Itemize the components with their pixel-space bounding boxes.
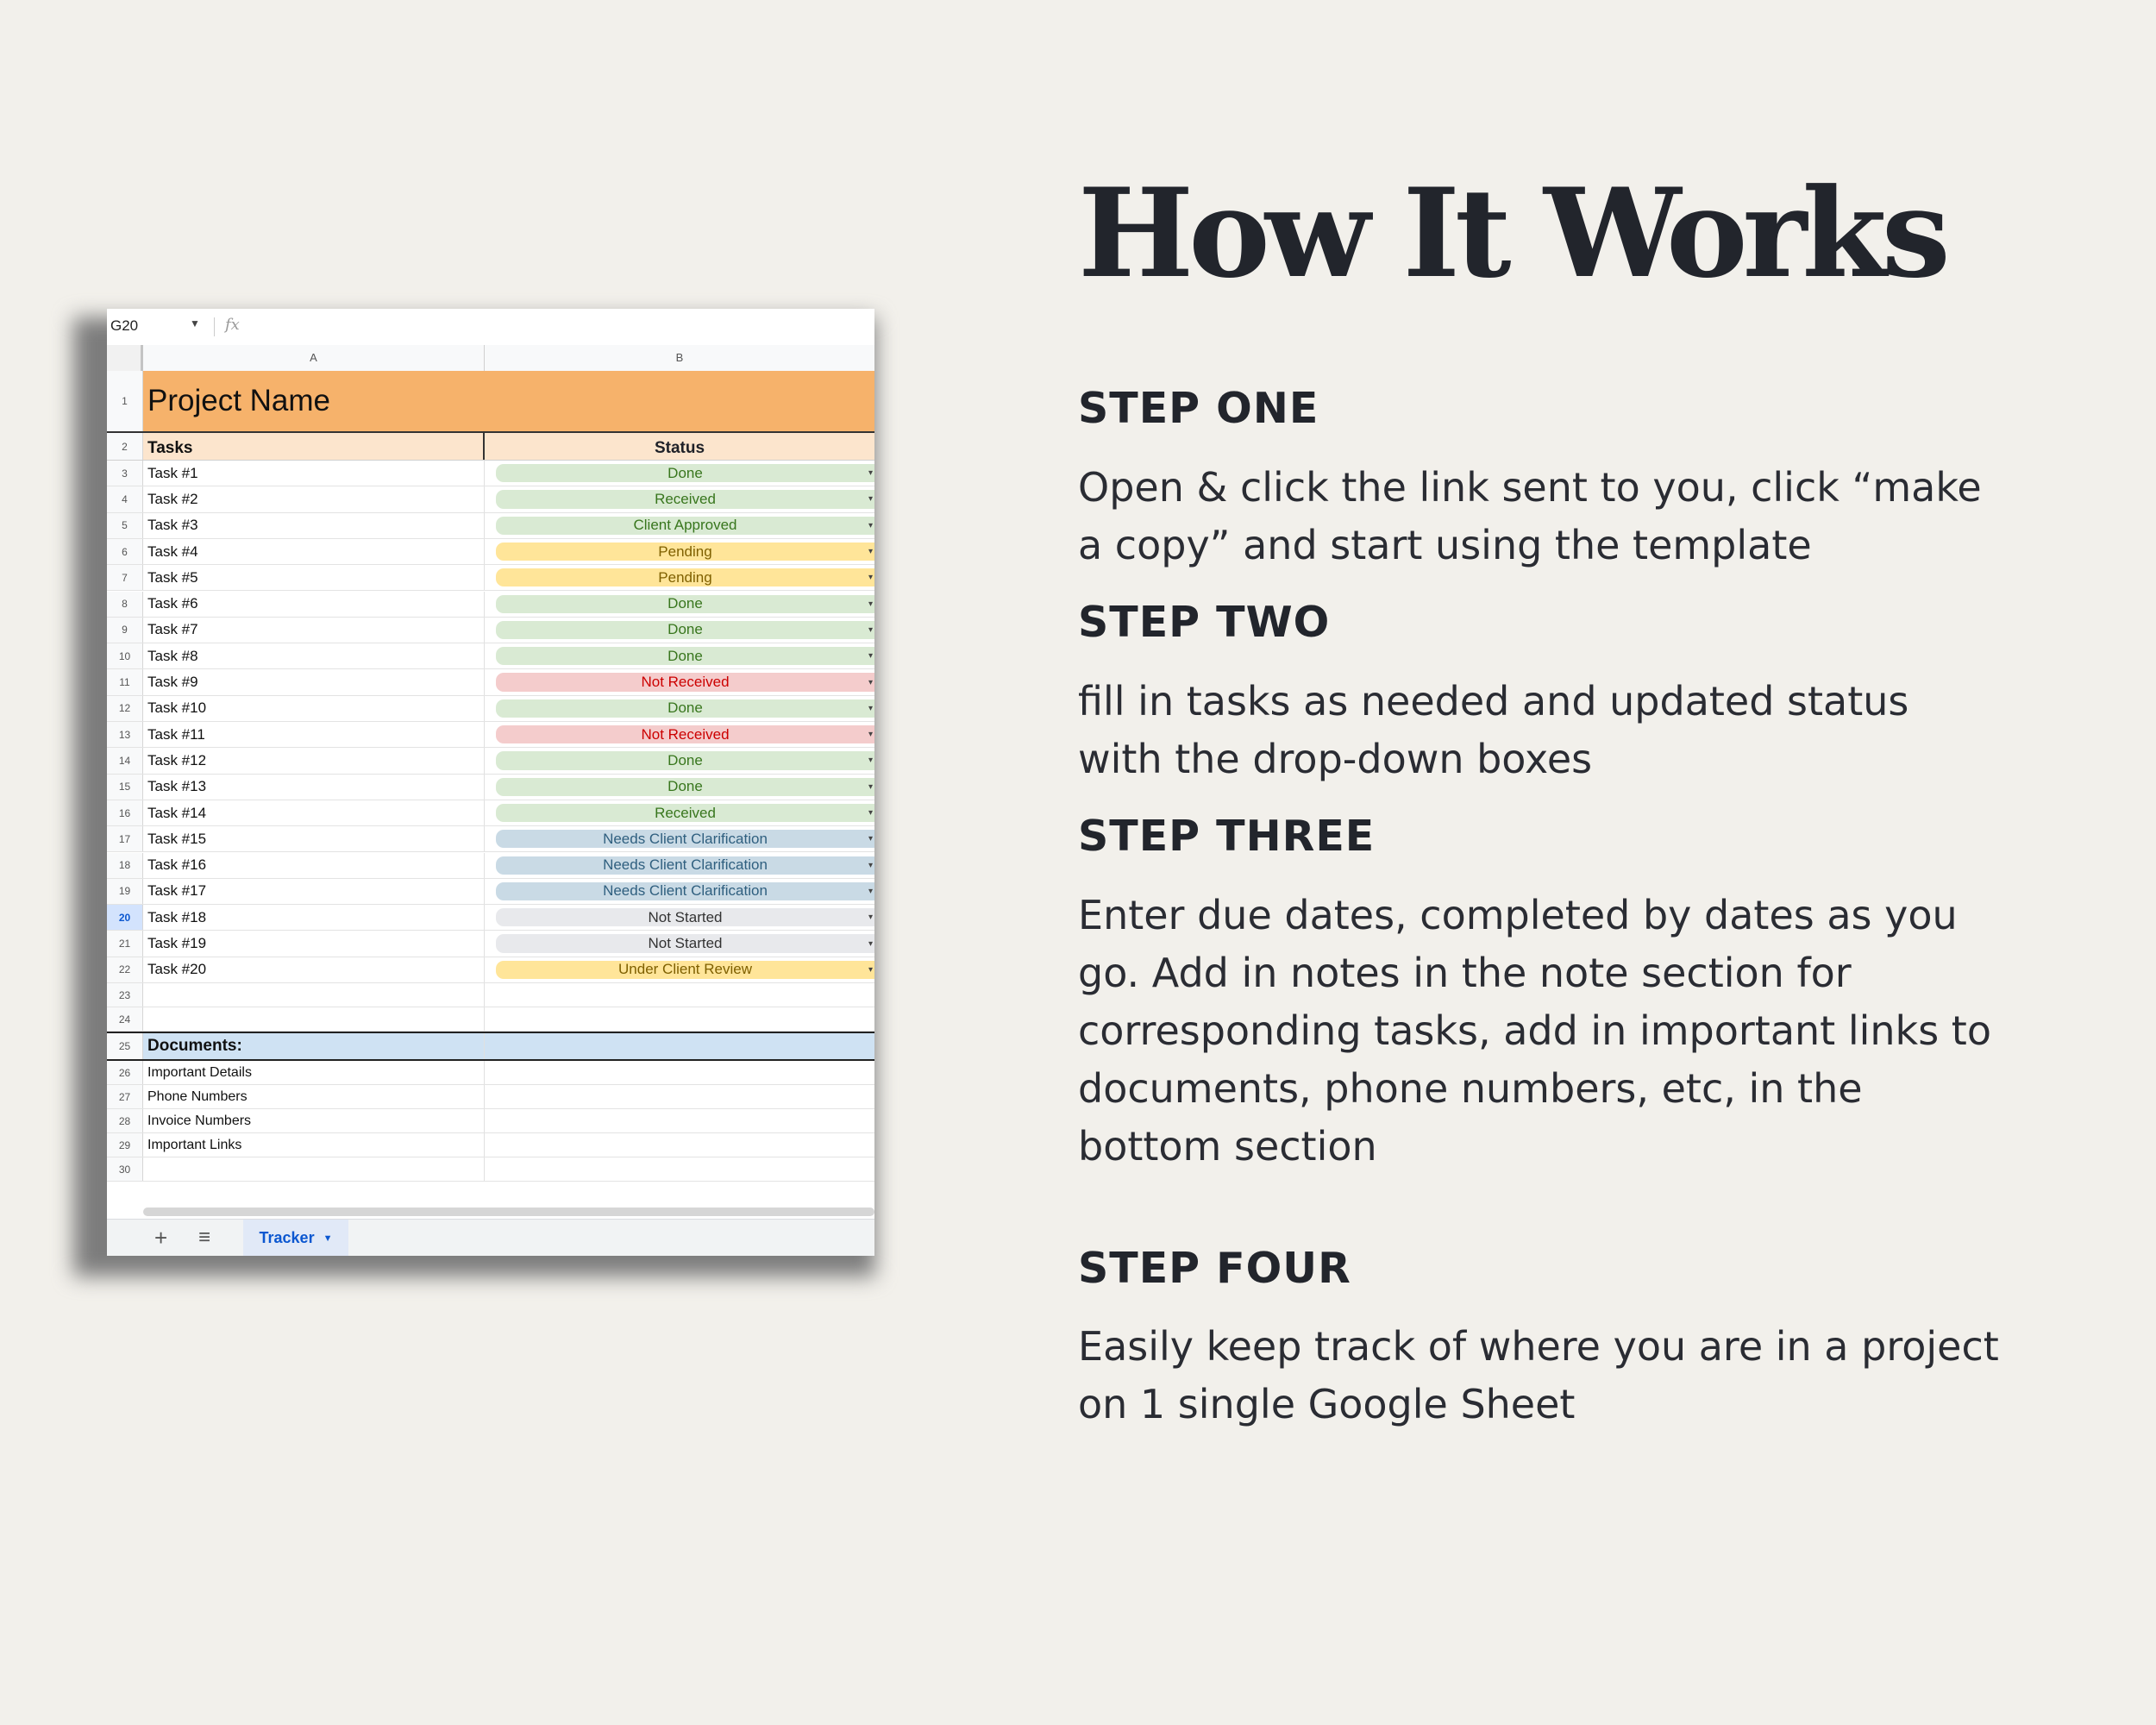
column-header-b[interactable]: B bbox=[675, 351, 684, 364]
sheet-row bbox=[107, 433, 874, 461]
status-cell[interactable] bbox=[485, 461, 874, 486]
add-sheet-icon[interactable]: + bbox=[154, 1225, 168, 1251]
row-number[interactable]: 16 bbox=[107, 800, 143, 825]
chevron-down-icon[interactable]: ▾ bbox=[868, 703, 873, 713]
status-dropdown-chip[interactable] bbox=[496, 699, 874, 718]
empty-cell[interactable] bbox=[485, 983, 874, 1007]
status-cell[interactable] bbox=[485, 905, 874, 930]
status-label: Under Client Review bbox=[618, 961, 752, 978]
row-number[interactable]: 28 bbox=[107, 1109, 143, 1132]
row-number[interactable]: 21 bbox=[107, 931, 143, 956]
step-three-line: Enter due dates, completed by dates as you bbox=[1078, 892, 1958, 938]
step-one-line: a copy” and start using the template bbox=[1078, 522, 1812, 568]
status-label: Done bbox=[667, 647, 703, 664]
task-name-cell[interactable]: Task #18 bbox=[143, 905, 485, 930]
chevron-down-icon[interactable]: ▾ bbox=[868, 573, 873, 583]
chevron-down-icon[interactable]: ▼ bbox=[190, 317, 200, 329]
status-header-cell[interactable]: Status bbox=[654, 439, 705, 457]
step-two-body bbox=[1078, 673, 2053, 788]
row-number[interactable]: 9 bbox=[107, 618, 143, 643]
status-cell[interactable] bbox=[485, 618, 874, 643]
status-label: Done bbox=[667, 464, 703, 481]
status-dropdown-chip[interactable] bbox=[496, 621, 874, 639]
row-number[interactable]: 8 bbox=[107, 592, 143, 617]
status-label: Received bbox=[655, 490, 716, 507]
chevron-down-icon[interactable]: ▾ bbox=[868, 494, 873, 505]
sheet-row bbox=[107, 486, 874, 512]
chevron-down-icon[interactable]: ▾ bbox=[868, 651, 873, 662]
empty-cell[interactable] bbox=[143, 1007, 485, 1031]
status-dropdown-chip[interactable] bbox=[496, 595, 874, 613]
status-cell[interactable] bbox=[485, 513, 874, 538]
status-label: Done bbox=[667, 595, 703, 612]
sheet-row bbox=[107, 669, 874, 695]
documents-header-cell[interactable]: Documents: bbox=[143, 1033, 485, 1059]
row-number[interactable]: 17 bbox=[107, 826, 143, 851]
row-number[interactable]: 18 bbox=[107, 853, 143, 878]
status-dropdown-chip[interactable] bbox=[496, 725, 874, 743]
sheet-row bbox=[107, 879, 874, 905]
step-one-title: STEP ONE bbox=[1078, 384, 1319, 433]
sheet-row bbox=[107, 722, 874, 748]
step-three-title: STEP THREE bbox=[1078, 812, 1376, 861]
step-three-line: bottom section bbox=[1078, 1123, 1377, 1170]
sheet-row bbox=[107, 592, 874, 618]
task-name-cell[interactable]: Task #5 bbox=[143, 565, 485, 590]
chevron-down-icon[interactable]: ▾ bbox=[868, 808, 873, 819]
sheet-row bbox=[107, 643, 874, 669]
column-header-row bbox=[107, 345, 874, 372]
task-name-cell[interactable]: Task #12 bbox=[143, 748, 485, 773]
chevron-down-icon[interactable]: ▾ bbox=[868, 677, 873, 687]
status-label: Done bbox=[667, 778, 703, 795]
status-dropdown-chip[interactable] bbox=[496, 961, 874, 979]
status-label: Not Started bbox=[648, 908, 723, 925]
status-dropdown-chip[interactable] bbox=[496, 517, 874, 535]
task-name-cell[interactable]: Task #9 bbox=[143, 669, 485, 694]
sheet-row bbox=[107, 775, 874, 800]
project-name-cell[interactable]: Project Name bbox=[147, 384, 331, 417]
row-number[interactable]: 29 bbox=[107, 1133, 143, 1157]
task-name-cell[interactable]: Task #19 bbox=[143, 931, 485, 956]
status-dropdown-chip[interactable] bbox=[496, 647, 874, 665]
row-number[interactable]: 25 bbox=[107, 1033, 143, 1059]
status-dropdown-chip[interactable] bbox=[496, 882, 874, 900]
status-label: Done bbox=[667, 751, 703, 768]
formula-bar-divider bbox=[214, 317, 215, 336]
step-four-body bbox=[1078, 1318, 2053, 1433]
status-label: Pending bbox=[658, 543, 712, 560]
sheet-row bbox=[107, 696, 874, 722]
status-label: Not Received bbox=[641, 725, 730, 743]
sheet-row bbox=[107, 957, 874, 983]
status-cell[interactable] bbox=[485, 800, 874, 825]
title-cell-b[interactable] bbox=[485, 371, 874, 431]
empty-cell[interactable] bbox=[143, 983, 485, 1007]
document-label-cell[interactable]: Important Details bbox=[143, 1061, 485, 1084]
status-label: Not Started bbox=[648, 935, 723, 952]
task-name-cell[interactable]: Task #3 bbox=[143, 513, 485, 538]
status-dropdown-chip[interactable] bbox=[496, 856, 874, 875]
sheet-row bbox=[107, 371, 874, 433]
chevron-down-icon[interactable]: ▾ bbox=[868, 756, 873, 766]
sheet-row bbox=[107, 1133, 874, 1157]
empty-cell[interactable] bbox=[485, 1109, 874, 1132]
task-name-cell[interactable]: Task #17 bbox=[143, 879, 485, 904]
empty-cell[interactable] bbox=[485, 1085, 874, 1108]
step-three-body bbox=[1078, 887, 2053, 1176]
row-number[interactable]: 24 bbox=[107, 1007, 143, 1031]
sheet-row bbox=[107, 1085, 874, 1109]
status-label: Client Approved bbox=[633, 517, 737, 534]
sheet-row bbox=[107, 1061, 874, 1085]
empty-cell[interactable] bbox=[485, 1157, 874, 1181]
chevron-down-icon[interactable]: ▾ bbox=[868, 468, 873, 479]
row-number[interactable]: 27 bbox=[107, 1085, 143, 1108]
sheet-row bbox=[107, 461, 874, 486]
task-name-cell[interactable]: Task #4 bbox=[143, 539, 485, 564]
step-four-line: Easily keep track of where you are in a project bbox=[1078, 1323, 1999, 1370]
step-three-line: corresponding tasks, add in important links to bbox=[1078, 1007, 1991, 1054]
tasks-header-cell[interactable]: Tasks bbox=[143, 433, 485, 460]
document-label-cell[interactable]: Phone Numbers bbox=[143, 1085, 485, 1108]
function-icon: fx bbox=[225, 316, 240, 334]
chevron-down-icon[interactable]: ▾ bbox=[868, 520, 873, 530]
chevron-down-icon[interactable]: ▾ bbox=[868, 886, 873, 896]
empty-cell[interactable] bbox=[485, 1061, 874, 1084]
task-name-cell[interactable]: Task #7 bbox=[143, 618, 485, 643]
name-box[interactable]: G20 bbox=[110, 317, 139, 334]
select-all-corner[interactable] bbox=[107, 345, 143, 371]
status-dropdown-chip[interactable] bbox=[496, 804, 874, 822]
step-four-title: STEP FOUR bbox=[1078, 1244, 1351, 1293]
empty-cell[interactable] bbox=[485, 1133, 874, 1157]
task-name-cell[interactable]: Task #2 bbox=[143, 486, 485, 511]
sheet-row bbox=[107, 1007, 874, 1032]
status-dropdown-chip[interactable] bbox=[496, 673, 874, 691]
row-number[interactable]: 10 bbox=[107, 643, 143, 668]
step-one-line: Open & click the link sent to you, click “make bbox=[1078, 464, 1982, 511]
task-name-cell[interactable]: Task #6 bbox=[143, 592, 485, 617]
status-cell[interactable] bbox=[485, 879, 874, 904]
status-cell[interactable] bbox=[485, 565, 874, 590]
row-number[interactable]: 22 bbox=[107, 957, 143, 982]
horizontal-scrollbar[interactable] bbox=[143, 1208, 874, 1216]
sheet-row bbox=[107, 800, 874, 826]
status-cell[interactable] bbox=[485, 669, 874, 694]
status-dropdown-chip[interactable] bbox=[496, 568, 874, 586]
sheet-row bbox=[107, 853, 874, 879]
status-cell[interactable] bbox=[485, 775, 874, 800]
status-cell[interactable] bbox=[485, 696, 874, 721]
status-cell[interactable] bbox=[485, 592, 874, 617]
task-name-cell[interactable]: Task #10 bbox=[143, 696, 485, 721]
status-cell[interactable] bbox=[485, 722, 874, 747]
status-cell[interactable] bbox=[485, 853, 874, 878]
status-dropdown-chip[interactable] bbox=[496, 830, 874, 848]
page-title: How It Works bbox=[1078, 162, 1946, 305]
status-cell[interactable] bbox=[485, 486, 874, 511]
status-dropdown-chip[interactable] bbox=[496, 464, 874, 482]
sheet-row bbox=[107, 1032, 874, 1061]
row-number[interactable]: 3 bbox=[107, 461, 143, 486]
status-label: Done bbox=[667, 621, 703, 638]
chevron-down-icon[interactable]: ▾ bbox=[868, 860, 873, 870]
step-two-title: STEP TWO bbox=[1078, 598, 1331, 647]
status-dropdown-chip[interactable] bbox=[496, 934, 874, 952]
sheet-row bbox=[107, 1157, 874, 1182]
chevron-down-icon[interactable]: ▾ bbox=[868, 730, 873, 740]
row-number[interactable]: 11 bbox=[107, 669, 143, 694]
step-one-body bbox=[1078, 459, 2053, 574]
task-name-cell[interactable]: Task #1 bbox=[143, 461, 485, 486]
sheet-tab-tracker[interactable] bbox=[243, 1220, 348, 1256]
task-name-cell[interactable]: Task #20 bbox=[143, 957, 485, 982]
step-four-line: on 1 single Google Sheet bbox=[1078, 1381, 1576, 1427]
sheet-row bbox=[107, 618, 874, 643]
row-number[interactable]: 20 bbox=[107, 905, 143, 930]
row-number[interactable]: 5 bbox=[107, 513, 143, 538]
chevron-down-icon[interactable]: ▾ bbox=[868, 547, 873, 557]
sheet-tab-bar bbox=[107, 1219, 874, 1256]
empty-cell[interactable] bbox=[143, 1157, 485, 1181]
chevron-down-icon[interactable]: ▼ bbox=[323, 1233, 333, 1244]
spreadsheet-preview bbox=[107, 309, 874, 1256]
sheet-row bbox=[107, 826, 874, 852]
task-name-cell[interactable]: Task #13 bbox=[143, 775, 485, 800]
task-name-cell[interactable]: Task #16 bbox=[143, 853, 485, 878]
chevron-down-icon[interactable]: ▾ bbox=[868, 834, 873, 844]
status-cell[interactable] bbox=[485, 826, 874, 851]
row-number[interactable]: 13 bbox=[107, 722, 143, 747]
status-cell[interactable] bbox=[485, 643, 874, 668]
task-name-cell[interactable]: Task #15 bbox=[143, 826, 485, 851]
row-number[interactable]: 4 bbox=[107, 486, 143, 511]
row-number[interactable]: 15 bbox=[107, 775, 143, 800]
status-label: Needs Client Clarification bbox=[603, 882, 768, 900]
status-dropdown-chip[interactable] bbox=[496, 778, 874, 796]
step-three-line: go. Add in notes in the note section for bbox=[1078, 950, 1852, 996]
sheet-row bbox=[107, 565, 874, 591]
row-number[interactable]: 19 bbox=[107, 879, 143, 904]
sheet-row bbox=[107, 931, 874, 957]
status-cell[interactable] bbox=[485, 748, 874, 773]
sheet-row bbox=[107, 905, 874, 931]
sheet-row bbox=[107, 748, 874, 774]
sheet-row bbox=[107, 983, 874, 1007]
step-two-line: with the drop-down boxes bbox=[1078, 736, 1593, 782]
row-number[interactable]: 26 bbox=[107, 1061, 143, 1084]
sheet-row bbox=[107, 539, 874, 565]
status-label: Not Received bbox=[641, 674, 730, 691]
step-two-line: fill in tasks as needed and updated status bbox=[1078, 678, 1909, 724]
status-cell[interactable] bbox=[485, 957, 874, 982]
all-sheets-menu-icon[interactable]: ≡ bbox=[198, 1226, 211, 1249]
chevron-down-icon[interactable]: ▾ bbox=[868, 624, 873, 635]
row-number[interactable]: 14 bbox=[107, 748, 143, 773]
empty-cell[interactable] bbox=[485, 1007, 874, 1031]
chevron-down-icon[interactable]: ▾ bbox=[868, 599, 873, 609]
status-dropdown-chip[interactable] bbox=[496, 490, 874, 508]
row-number[interactable]: 7 bbox=[107, 565, 143, 590]
document-label-cell[interactable]: Invoice Numbers bbox=[143, 1109, 485, 1132]
chevron-down-icon[interactable]: ▾ bbox=[868, 913, 873, 923]
task-name-cell[interactable]: Task #8 bbox=[143, 643, 485, 668]
status-cell[interactable] bbox=[485, 539, 874, 564]
row-number[interactable]: 6 bbox=[107, 539, 143, 564]
status-label: Done bbox=[667, 699, 703, 717]
status-label: Pending bbox=[658, 568, 712, 586]
documents-header-cell-b[interactable] bbox=[485, 1033, 874, 1059]
status-dropdown-chip[interactable] bbox=[496, 543, 874, 561]
chevron-down-icon[interactable]: ▾ bbox=[868, 938, 873, 949]
sheet-tab-label: Tracker bbox=[259, 1229, 315, 1246]
row-number[interactable]: 30 bbox=[107, 1157, 143, 1181]
row-number[interactable]: 12 bbox=[107, 696, 143, 721]
task-name-cell[interactable]: Task #14 bbox=[143, 800, 485, 825]
status-dropdown-chip[interactable] bbox=[496, 751, 874, 769]
row-number[interactable]: 23 bbox=[107, 983, 143, 1007]
status-label: Received bbox=[655, 804, 716, 821]
document-label-cell[interactable]: Important Links bbox=[143, 1133, 485, 1157]
status-dropdown-chip[interactable] bbox=[496, 908, 874, 926]
column-header-a[interactable]: A bbox=[143, 345, 485, 371]
row-number[interactable]: 1 bbox=[107, 371, 143, 431]
row-number[interactable]: 2 bbox=[107, 433, 143, 460]
status-label: Needs Client Clarification bbox=[603, 856, 768, 874]
step-three-line: documents, phone numbers, etc, in the bbox=[1078, 1065, 1863, 1112]
sheet-row bbox=[107, 1109, 874, 1133]
status-cell[interactable] bbox=[485, 931, 874, 956]
sheet-row bbox=[107, 513, 874, 539]
task-name-cell[interactable]: Task #11 bbox=[143, 722, 485, 747]
status-label: Needs Client Clarification bbox=[603, 830, 768, 847]
formula-bar bbox=[107, 309, 874, 346]
chevron-down-icon[interactable]: ▾ bbox=[868, 781, 873, 792]
chevron-down-icon[interactable]: ▾ bbox=[868, 964, 873, 975]
